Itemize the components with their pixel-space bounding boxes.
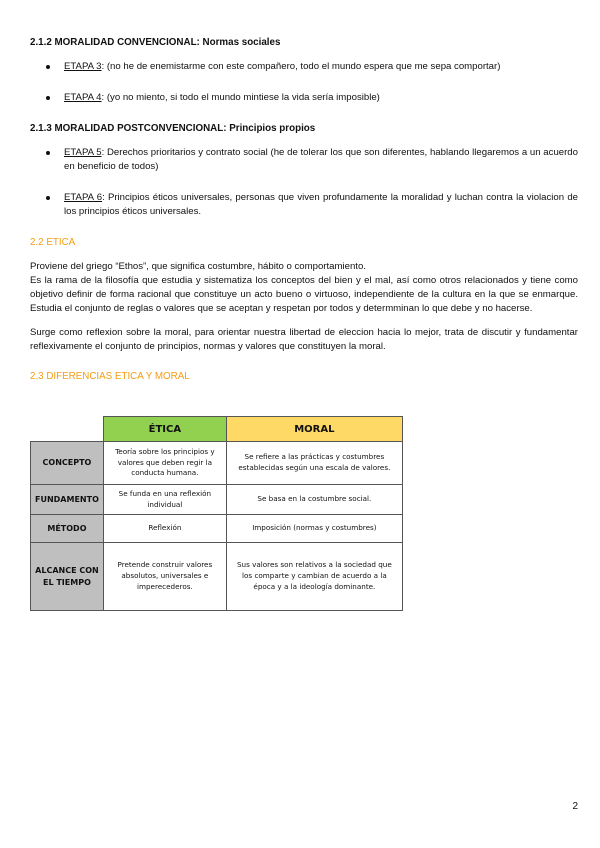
list-item [30,191,578,219]
table-row [31,485,403,515]
cell-etica: Pretende construir valores absolutos, universales e imperecederos. [103,543,226,611]
table-corner [31,417,104,442]
list-item [30,146,578,174]
cell-moral: Sus valores son relativos a la sociedad que los comparte y cambian de acuerdo a la época y a la ideología dominante. [226,543,402,611]
cell-moral: Imposición (normas y costumbres) [226,515,402,543]
table-header-row [31,417,403,442]
heading-2-3: 2.3 DIFERENCIAS ETICA Y MORAL [30,371,190,383]
cell-moral: Se refiere a las prácticas y costumbres establecidas según una escala de valores. [226,442,402,485]
etapa-label: ETAPA 4 [64,92,102,104]
list-item [30,60,578,74]
header-etica: ÉTICA [103,417,226,442]
etapa-label: ETAPA 5 [64,147,102,159]
bullet-icon [46,151,50,155]
list-convencional [30,60,578,105]
etapa-text: : Derechos prioritarios y contrato social (he de tolerar los que son diferentes, hablando llegaremos a un acuerdo en beneficio de todos) [64,147,578,173]
cell-etica: Se funda en una reflexión individual [103,485,226,515]
table-row [31,442,403,485]
etapa-text: : (yo no miento, si todo el mundo mintiese la vida sería imposible) [101,92,380,104]
heading-2-1-2: 2.1.2 MORALIDAD CONVENCIONAL: Normas sociales [30,37,281,48]
page-number: 2 [572,801,578,812]
cell-etica: Reflexión [103,515,226,543]
list-item [30,91,578,105]
comparison-table [30,416,403,611]
etapa-label: ETAPA 6 [64,192,103,204]
etapa-text: : Principios éticos universales, personas que viven profundamente la moralidad y luchan contra la violacion de los principios éticos universales. [64,192,578,217]
page-content [30,36,578,385]
table-row [31,543,403,611]
cell-etica: Teoría sobre los principios y valores que deben regir la conducta humana. [103,442,226,485]
paragraph-origin: Proviene del griego “Ethos”, que significa costumbre, hábito o comportamiento. [30,261,366,273]
cell-moral: Se basa en la costumbre social. [226,485,402,515]
bullet-icon [46,65,50,69]
row-label: FUNDAMENTO [31,485,104,515]
header-moral: MORAL [226,417,402,442]
paragraph-definition: Es la rama de la filosofía que estudia y sistematiza los conceptos del bien y el mal, así como otros relacionados y tiene como objetivo definir de forma racional que constituye un acto bueno o virtuoso, independiente de la cultura en la que se enmarque. Estudia el conjunto de reglas o valores que se aceptan y respetan por todos y determminan lo que debe y no hacerse. [30,274,578,314]
row-label: CONCEPTO [31,442,104,485]
bullet-icon [46,196,50,200]
row-label: MÉTODO [31,515,104,543]
row-label: ALCANCE CON EL TIEMPO [31,543,104,611]
bullet-icon [46,96,50,100]
etapa-label: ETAPA 3 [64,61,102,73]
paragraph-reflexion: Surge como reflexion sobre la moral, para orientar nuestra libertad de eleccion hacia lo mejor, trata de discutir y fundamentar reflexivamente el conjunto de principios, normas y valores que constituyen la moral. [30,326,578,352]
etapa-text: : (no he de enemistarme con este compañero, todo el mundo espera que me sepa comportar) [101,61,501,73]
heading-2-2: 2.2 ETICA [30,236,76,248]
table-row [31,515,403,543]
heading-2-1-3: 2.1.3 MORALIDAD POSTCONVENCIONAL: Principios propios [30,123,316,135]
list-postconvencional [30,146,578,219]
